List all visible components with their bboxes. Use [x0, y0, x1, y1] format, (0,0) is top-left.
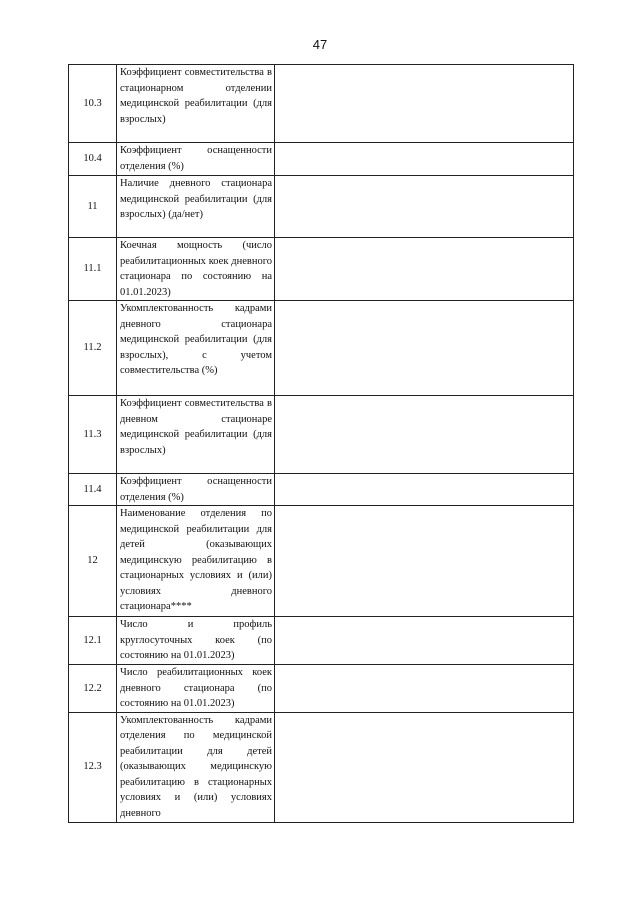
row-number: 11.3 — [69, 396, 117, 474]
indicator-name: Коечная мощность (число реабилитационных коек дневного стационара по состоянию на 01.01.2023) — [117, 238, 275, 301]
indicator-value-cell — [275, 396, 574, 474]
table-row — [69, 506, 574, 617]
indicator-value-cell — [275, 143, 574, 176]
row-number: 11.2 — [69, 301, 117, 396]
table-row — [69, 665, 574, 713]
table-body — [69, 65, 574, 823]
row-number: 11.4 — [69, 474, 117, 506]
indicator-name: Коэффициент совместительства в стационарном отделении медицинской реабилитации (для взрослых) — [117, 65, 275, 143]
indicator-name: Наименование отделения по медицинской реабилитации для детей (оказывающих медицинскую реабилитацию в стационарных условиях и (или) условиях дневного стационара**** — [117, 506, 275, 617]
row-number: 11.1 — [69, 238, 117, 301]
page-number: 47 — [312, 37, 328, 52]
indicator-value-cell — [275, 712, 574, 822]
row-number: 11 — [69, 176, 117, 238]
table-row — [69, 143, 574, 176]
indicator-name: Число и профиль круглосуточных коек (по состоянию на 01.01.2023) — [117, 617, 275, 665]
row-number: 12.3 — [69, 712, 117, 822]
table-row — [69, 301, 574, 396]
table-row — [69, 65, 574, 143]
indicator-value-cell — [275, 665, 574, 713]
table-row — [69, 712, 574, 822]
row-number: 10.4 — [69, 143, 117, 176]
table-row — [69, 238, 574, 301]
indicator-value-cell — [275, 65, 574, 143]
row-number: 12 — [69, 506, 117, 617]
indicator-value-cell — [275, 301, 574, 396]
indicator-name: Коэффициент оснащенности отделения (%) — [117, 474, 275, 506]
indicator-name: Укомплектованность кадрами отделения по медицинской реабилитации для детей (оказывающих медицинскую реабилитацию в стационарных условиях и (или) условиях дневного — [117, 712, 275, 822]
row-number: 12.1 — [69, 617, 117, 665]
indicator-table — [68, 64, 574, 823]
indicator-value-cell — [275, 474, 574, 506]
row-number: 10.3 — [69, 65, 117, 143]
indicator-name: Коэффициент оснащенности отделения (%) — [117, 143, 275, 176]
indicator-name: Укомплектованность кадрами дневного стационара медицинской реабилитации (для взрослых), с учетом совместительства (%) — [117, 301, 275, 396]
indicator-value-cell — [275, 506, 574, 617]
table-row — [69, 617, 574, 665]
table-row — [69, 396, 574, 474]
indicator-name: Наличие дневного стационара медицинской реабилитации (для взрослых) (да/нет) — [117, 176, 275, 238]
table-row — [69, 176, 574, 238]
indicator-value-cell — [275, 176, 574, 238]
indicator-name: Число реабилитационных коек дневного стационара (по состоянию на 01.01.2023) — [117, 665, 275, 713]
row-number: 12.2 — [69, 665, 117, 713]
indicator-name: Коэффициент совместительства в дневном стационаре медицинской реабилитации (для взрослых) — [117, 396, 275, 474]
indicator-value-cell — [275, 238, 574, 301]
table-row — [69, 474, 574, 506]
indicator-value-cell — [275, 617, 574, 665]
